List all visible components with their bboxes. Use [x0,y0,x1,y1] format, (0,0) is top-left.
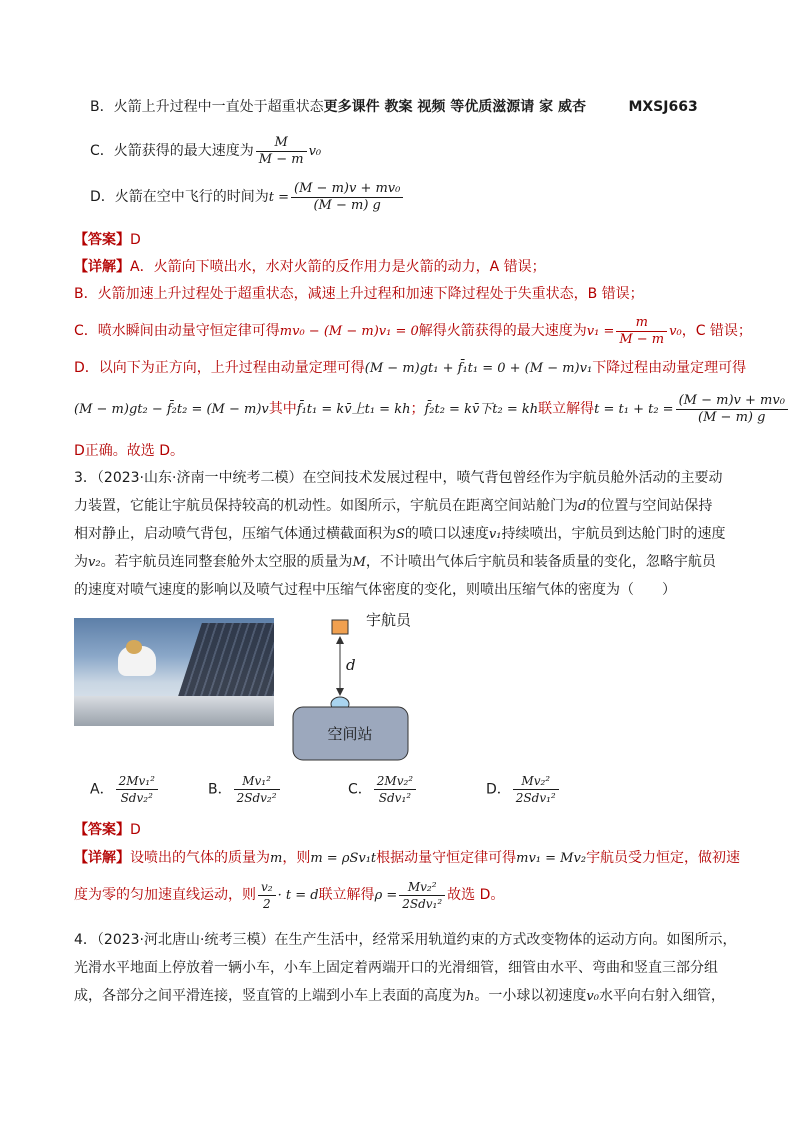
watermark-code: MXSJ663 [628,99,698,115]
diagram-d-label: d [346,656,356,674]
q3-stem-1: 3．（2023·山东·济南一中统考二模）在空间技术发展过程中，喷气背包曾经作为宇航员舱外活动的主要动 [74,470,723,486]
q4-stem-2: 光滑水平地面上停放着一辆小车，小车上固定着两端开口的光滑细管，细管由水平、弯曲和竖直三部分组 [74,960,718,976]
q3-stem-2: 力装置，它能让宇航员保持较高的机动性。如图所示，宇航员在距离空间站舱门为d的位置与空间站保持 [74,498,713,514]
q3-option-c: C． $\frac{\text{2Mv₂²}}{\text{Sdv₁²}}$ [348,773,418,806]
q3-option-b: B． $\frac{\text{Mv₁²}}{\text{2Sdv₂²}}$ [208,773,282,806]
astronaut-photo [74,618,274,726]
q2-detail-c: C．喷水瞬间由动量守恒定律可得mv₀ − (M − m)v₁ = 0解得火箭获得的最大速度为v₁ = $\frac{m}{M - m}$ v₀，C 错误； [74,314,752,347]
q2-detail-c-fraction: $\frac{m}{M - m}$ [616,315,667,348]
station-label: 空间站 [327,725,373,743]
q3-detail-1: 【详解】设喷出的气体的质量为m，则m = ρSv₁t根据动量守恒定律可得mv₁ = Mv₂宇航员受力恒定，做初速 [74,850,741,866]
q3-stem-5: 的速度对喷气速度的影响以及喷气过程中压缩气体密度的变化，则喷出压缩气体的密度为（ ） [74,582,676,598]
q2-detail-d-fraction: $\frac{\text{(M − m)v + mv₀}}{(M - m) g}$ [676,393,788,426]
q2-optc-fraction: $\frac{M}{M - m}$ [256,135,307,168]
q3-stem-3: 相对静止，启动喷气背包，压缩气体通过横截面积为S的喷口以速度v₁持续喷出，宇航员到达舱门时的速度 [74,526,726,542]
q3-answer: 【答案】D [74,822,141,838]
q2-detail-b: B．火箭加速上升过程处于超重状态，减速上升过程和加速下降过程处于失重状态，B 错误； [74,286,644,302]
q2-answer: 【答案】D [74,232,141,248]
astronaut-station-diagram [290,608,430,768]
q2-optd-fraction: $\frac{\text{(M − m)v + mv₀}}{(M - m) g}$ [291,181,403,214]
q3-stem-4: 为v₂。若宇航员连同整套舱外太空服的质量为M，不计喷出气体后宇航员和装备质量的变化，忽略宇航员 [74,554,716,570]
watermark-text: 更多课件 教案 视频 等优质滋源请 家 威杏 [323,99,586,115]
q4-stem-1: 4．（2023·河北唐山·统考三模）在生产生活中，经常采用轨道约束的方式改变物体的运动方向。如图所示， [74,932,737,948]
q4-stem-3: 成，各部分之间平滑连接，竖直管的上端到小车上表面的高度为h。一小球以初速度v₀水平向右射入细管， [74,988,725,1004]
q2-detail-d2: (M − m)gt₂ − f̄₂t₂ = (M − m)v其中f̄₁t₁ = kv̄上t₁ = kh；f̄₂t₂ = kv̄下t₂ = kh联立解得t = t₁ + t₂ = $\frac{\text{(M − m)v + mv₀}}{(M - m) g}$ [74,392,790,427]
astronaut-box [332,620,348,634]
q2-detail-d3: D正确。故选 D。 [74,443,185,459]
q2-option-c: C．火箭获得的最大速度为 $\frac{M}{M - m}$ v₀ [90,134,322,167]
q2-option-b: B．火箭上升过程中一直处于超重状态更多课件 教案 视频 等优质滋源请 家 威杏 MXSJ663 [90,99,698,115]
q3-option-d: D． $\frac{\text{Mv₂²}}{\text{2Sdv₁²}}$ [486,773,561,806]
q2-detail-d1: D．以向下为正方向，上升过程由动量定理可得(M − m)gt₁ + f̄₁t₁ = 0 + (M − m)v₁下降过程由动量定理可得 [74,360,747,376]
q3-detail-2: 度为零的匀加速直线运动，则 $\frac{\text{v₂}}{2}$ · t = d联立解得ρ = $\frac{\text{Mv₂²}}{\text{2Sdv₁²}}$ 故选 D。 [74,879,505,911]
diagram-astronaut-label: 宇航员 [366,611,412,629]
q3-option-a: A． $\frac{\text{2Mv₁²}}{\text{Sdv₂²}}$ [90,773,160,806]
q2-detail-a: 【详解】A．火箭向下喷出水，水对火箭的反作用力是火箭的动力，A 错误； [74,259,546,275]
q2-option-d: D．火箭在空中飞行的时间为t = $\frac{\text{(M − m)v + mv₀}}{(M - m) g}$ [90,180,405,215]
